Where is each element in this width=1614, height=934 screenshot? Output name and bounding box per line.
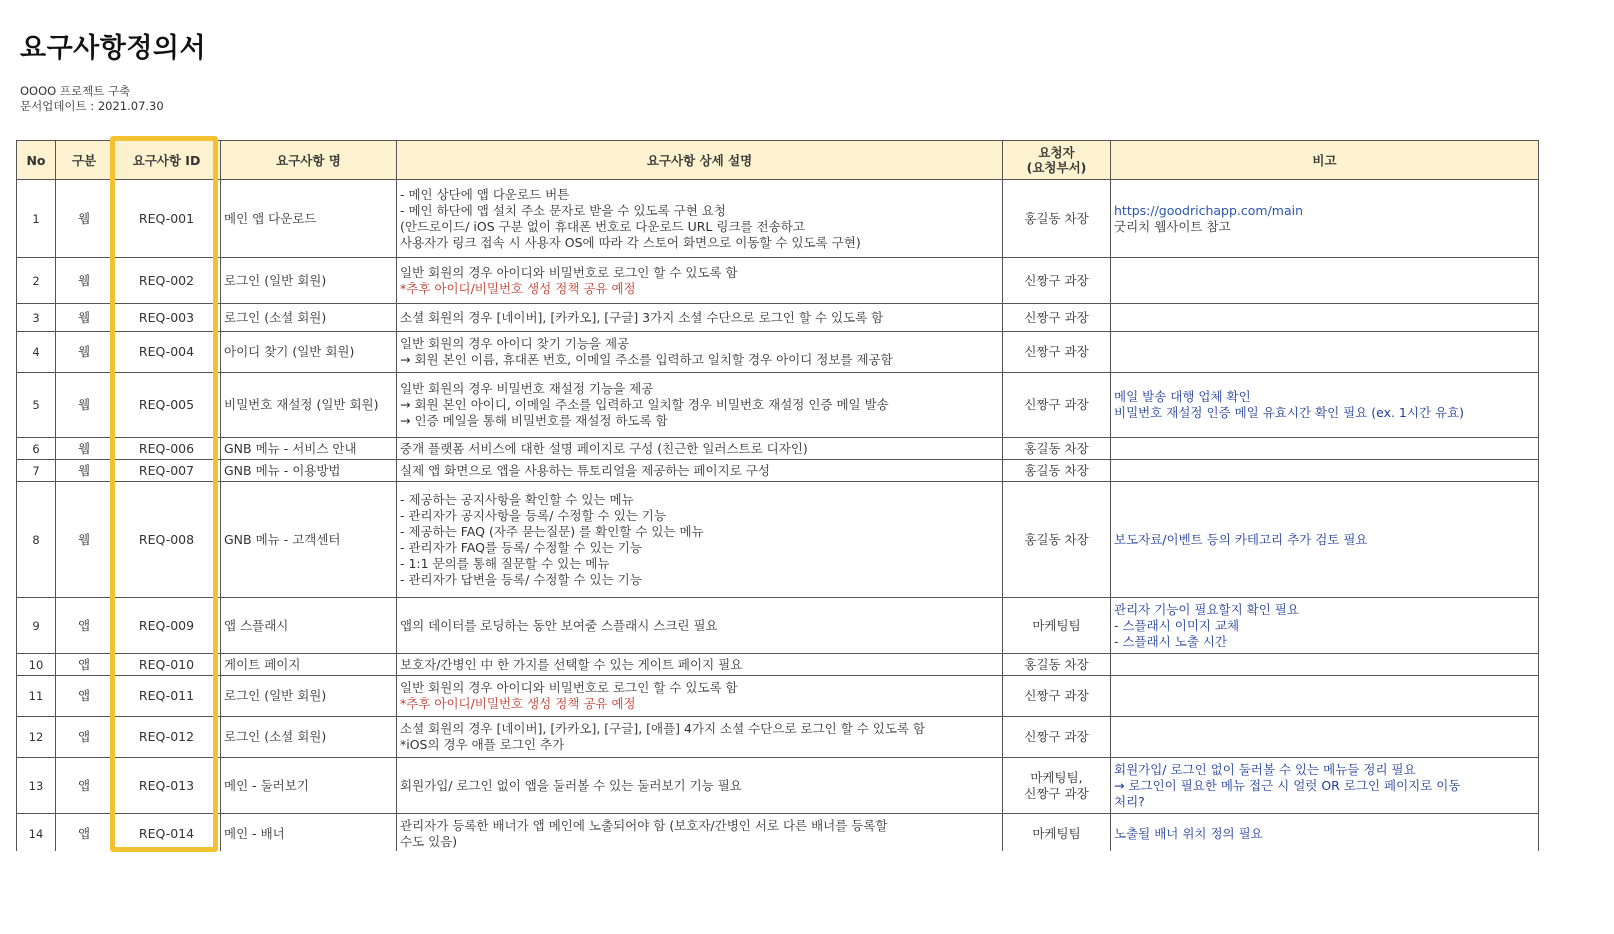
row-req-name: 로그인 (소셜 회원) — [221, 717, 397, 758]
detail-line: 회원가입/ 로그인 없이 앱을 둘러볼 수 있는 둘러보기 기능 필요 — [400, 777, 742, 793]
requester-line: 홍길동 차장 — [1024, 531, 1089, 547]
table-row — [17, 180, 1539, 258]
row-requester — [1003, 676, 1111, 717]
detail-line: - 관리자가 공지사항을 등록/ 수정할 수 있는 기능 — [400, 507, 666, 523]
row-requester — [1003, 438, 1111, 460]
row-note — [1111, 758, 1539, 814]
row-req-name: 로그인 (일반 회원) — [221, 676, 397, 717]
row-category: 웹 — [56, 373, 113, 438]
row-no: 12 — [17, 717, 56, 758]
row-req-name: 비밀번호 재설정 (일반 회원) — [221, 373, 397, 438]
row-category: 웹 — [56, 304, 113, 332]
row-requester — [1003, 654, 1111, 676]
requester-line: 신짱구 과장 — [1024, 397, 1089, 412]
detail-line: 일반 회원의 경우 아이디 찾기 기능을 제공 — [400, 336, 630, 351]
row-note — [1111, 332, 1539, 373]
detail-line: 중개 플랫폼 서비스에 대한 설명 페이지로 구성 (친근한 일러스트로 디자인) — [400, 440, 808, 456]
detail-line: → 회원 본인 아이디, 이메일 주소를 입력하고 일치할 경우 비밀번호 재설정 인증 메일 발송 — [400, 397, 889, 412]
note-link[interactable]: https://goodrichapp.com/main — [1114, 202, 1304, 218]
row-requester — [1003, 598, 1111, 654]
detail-line: 수도 있음) — [400, 833, 458, 849]
row-req-id: REQ-010 — [113, 654, 221, 676]
row-req-id: REQ-009 — [113, 598, 221, 654]
requester-line: 신짱구 과장 — [1024, 272, 1089, 288]
row-note — [1111, 258, 1539, 304]
row-req-detail — [397, 758, 1003, 814]
row-no: 10 — [17, 654, 56, 676]
row-no: 6 — [17, 438, 56, 460]
row-req-name: 로그인 (소셜 회원) — [221, 304, 397, 332]
detail-line: (안드로이드/ iOS 구분 없이 휴대폰 번호로 다운로드 URL 링크를 전송하고 — [400, 218, 805, 234]
row-note — [1111, 373, 1539, 438]
note-line: 관리자 기능이 필요할지 확인 필요 — [1114, 601, 1299, 617]
row-req-detail — [397, 814, 1003, 854]
row-req-id: REQ-003 — [113, 304, 221, 332]
requester-line: 신짱구 과장 — [1024, 688, 1089, 703]
header-req-detail: 요구사항 상세 설명 — [397, 141, 1003, 180]
row-req-id: REQ-008 — [113, 482, 221, 598]
row-no: 8 — [17, 482, 56, 598]
row-category: 앱 — [56, 814, 113, 854]
row-req-id: REQ-006 — [113, 438, 221, 460]
table-row — [17, 676, 1539, 717]
table-row — [17, 598, 1539, 654]
row-category: 웹 — [56, 460, 113, 482]
requester-line: 마케팅팀 — [1032, 825, 1081, 841]
header-no: No — [17, 141, 56, 180]
row-no: 4 — [17, 332, 56, 373]
requester-line: 마케팅팀, — [1030, 769, 1083, 785]
header-category: 구분 — [56, 141, 113, 180]
row-note — [1111, 814, 1539, 854]
requester-line: 홍길동 차장 — [1024, 440, 1089, 456]
row-category: 앱 — [56, 758, 113, 814]
row-req-id: REQ-005 — [113, 373, 221, 438]
row-category: 앱 — [56, 654, 113, 676]
header-req-name: 요구사항 명 — [221, 141, 397, 180]
detail-line: 앱의 데이터를 로딩하는 동안 보여줄 스플래시 스크린 필요 — [400, 617, 718, 633]
detail-line: - 1:1 문의를 통해 질문할 수 있는 메뉴 — [400, 555, 610, 571]
row-req-name: GNB 메뉴 - 서비스 안내 — [221, 438, 397, 460]
detail-line: 관리자가 등록한 배너가 앱 메인에 노출되어야 함 (보호자/간병인 서로 다른 배너를 등록할 — [400, 817, 888, 833]
detail-line: - 제공하는 FAQ (자주 묻는질문) 를 확인할 수 있는 메뉴 — [400, 523, 704, 539]
requester-line: 신짱구 과장 — [1024, 729, 1089, 744]
row-category: 앱 — [56, 676, 113, 717]
detail-line: - 메인 상단에 앱 다운로드 버튼 — [400, 186, 570, 202]
requester-line: 홍길동 차장 — [1024, 656, 1089, 672]
row-requester — [1003, 814, 1111, 854]
row-req-detail — [397, 676, 1003, 717]
row-no: 11 — [17, 676, 56, 717]
row-req-name: 게이트 페이지 — [221, 654, 397, 676]
row-req-name: GNB 메뉴 - 고객센터 — [221, 482, 397, 598]
detail-line: - 관리자가 답변을 등록/ 수정할 수 있는 기능 — [400, 571, 642, 587]
row-req-detail — [397, 460, 1003, 482]
requester-line: 홍길동 차장 — [1024, 210, 1089, 226]
row-req-detail — [397, 438, 1003, 460]
bottom-fade — [0, 851, 1614, 934]
table-row — [17, 332, 1539, 373]
table-row — [17, 460, 1539, 482]
row-category: 웹 — [56, 258, 113, 304]
row-req-name: GNB 메뉴 - 이용방법 — [221, 460, 397, 482]
update-date: 문서업데이트 : 2021.07.30 — [20, 99, 164, 113]
row-note — [1111, 482, 1539, 598]
row-no: 2 — [17, 258, 56, 304]
note-line: 비밀번호 재설정 인증 메일 유효시간 확인 필요 (ex. 1시간 유효) — [1114, 405, 1465, 420]
row-req-id: REQ-002 — [113, 258, 221, 304]
row-category: 웹 — [56, 180, 113, 258]
row-requester — [1003, 332, 1111, 373]
row-req-id: REQ-001 — [113, 180, 221, 258]
requester-line: 신짱구 과장 — [1024, 785, 1089, 801]
detail-line: 보호자/간병인 中 한 가지를 선택할 수 있는 게이트 페이지 필요 — [400, 656, 743, 672]
header-requester — [1003, 141, 1111, 180]
row-no: 7 — [17, 460, 56, 482]
table-row — [17, 654, 1539, 676]
row-note — [1111, 438, 1539, 460]
row-req-detail — [397, 373, 1003, 438]
row-requester — [1003, 758, 1111, 814]
note-line: → 로그인이 필요한 메뉴 접근 시 얼럿 OR 로그인 페이지로 이동 — [1114, 777, 1461, 793]
row-req-name: 앱 스플래시 — [221, 598, 397, 654]
detail-line: → 회원 본인 이름, 휴대폰 번호, 이메일 주소를 입력하고 일치할 경우 아이디 정보를 제공함 — [400, 352, 893, 367]
row-req-name: 메인 앱 다운로드 — [221, 180, 397, 258]
requester-line: 신짱구 과장 — [1024, 344, 1089, 359]
row-req-detail — [397, 332, 1003, 373]
note-line: 메일 발송 대행 업체 확인 — [1114, 389, 1251, 404]
doc-meta — [20, 84, 164, 114]
detail-note-red: *추후 아이디/비밀번호 생성 정책 공유 예정 — [400, 280, 636, 296]
row-no: 14 — [17, 814, 56, 854]
detail-line: - 관리자가 FAQ를 등록/ 수정할 수 있는 기능 — [400, 539, 642, 555]
row-note — [1111, 654, 1539, 676]
table-row — [17, 304, 1539, 332]
table-row — [17, 373, 1539, 438]
detail-line: 일반 회원의 경우 비밀번호 재설정 기능을 제공 — [400, 381, 654, 396]
row-req-detail — [397, 654, 1003, 676]
note-line: 보도자료/이벤트 등의 카테고리 추가 검토 필요 — [1114, 531, 1368, 547]
row-req-name: 메인 - 둘러보기 — [221, 758, 397, 814]
detail-line: 일반 회원의 경우 아이디와 비밀번호로 로그인 할 수 있도록 함 — [400, 680, 738, 695]
detail-line: → 인증 메일을 통해 비밀번호를 재설정 하도록 함 — [400, 413, 668, 428]
row-req-detail — [397, 482, 1003, 598]
row-requester — [1003, 180, 1111, 258]
detail-line: - 제공하는 공지사항을 확인할 수 있는 메뉴 — [400, 491, 634, 507]
note-line: 노출될 배너 위치 정의 필요 — [1114, 825, 1263, 841]
detail-line: 일반 회원의 경우 아이디와 비밀번호로 로그인 할 수 있도록 함 — [400, 264, 738, 280]
row-req-id: REQ-012 — [113, 717, 221, 758]
row-req-id: REQ-004 — [113, 332, 221, 373]
row-no: 13 — [17, 758, 56, 814]
table-row — [17, 258, 1539, 304]
table-header-row — [17, 141, 1539, 180]
row-req-detail — [397, 258, 1003, 304]
table-row — [17, 758, 1539, 814]
header-note: 비고 — [1111, 141, 1539, 180]
row-category: 앱 — [56, 717, 113, 758]
detail-line: - 메인 하단에 앱 설치 주소 문자로 받을 수 있도록 구현 요청 — [400, 202, 726, 218]
table-row — [17, 814, 1539, 854]
row-category: 앱 — [56, 598, 113, 654]
row-note — [1111, 598, 1539, 654]
detail-line: *iOS의 경우 애플 로그인 추가 — [400, 737, 565, 752]
row-requester — [1003, 373, 1111, 438]
row-req-detail — [397, 304, 1003, 332]
row-requester — [1003, 460, 1111, 482]
detail-line: 소셜 회원의 경우 [네이버], [카카오], [구글], [애플] 4가지 소셜 수단으로 로그인 할 수 있도록 함 — [400, 721, 926, 736]
note-line: - 스플래시 이미지 교체 — [1114, 617, 1240, 633]
row-note — [1111, 717, 1539, 758]
note-line: 굿리치 웹사이트 참고 — [1114, 218, 1231, 234]
row-req-name: 메인 - 배너 — [221, 814, 397, 854]
row-category: 웹 — [56, 438, 113, 460]
row-no: 5 — [17, 373, 56, 438]
requirements-table — [16, 140, 1539, 854]
requester-line: 신짱구 과장 — [1024, 309, 1089, 325]
row-note — [1111, 676, 1539, 717]
requester-line: 홍길동 차장 — [1024, 462, 1089, 478]
table-row — [17, 482, 1539, 598]
detail-line: 소셜 회원의 경우 [네이버], [카카오], [구글] 3가지 소셜 수단으로 로그인 할 수 있도록 함 — [400, 309, 884, 325]
row-no: 1 — [17, 180, 56, 258]
row-note — [1111, 304, 1539, 332]
row-note — [1111, 180, 1539, 258]
note-line: 처리? — [1114, 793, 1145, 809]
row-requester — [1003, 482, 1111, 598]
requester-line: 마케팅팀 — [1032, 617, 1081, 633]
detail-note-red: *추후 아이디/비밀번호 생성 정책 공유 예정 — [400, 696, 636, 711]
header-requester-line2: (요청부서) — [1026, 160, 1087, 175]
row-req-name: 아이디 찾기 (일반 회원) — [221, 332, 397, 373]
page-title: 요구사항정의서 — [20, 33, 207, 64]
row-category: 웹 — [56, 332, 113, 373]
row-req-id: REQ-011 — [113, 676, 221, 717]
header-req-id: 요구사항 ID — [113, 141, 221, 180]
row-note — [1111, 460, 1539, 482]
header-requester-line1: 요청자 — [1038, 145, 1075, 160]
row-req-detail — [397, 717, 1003, 758]
table-row — [17, 717, 1539, 758]
note-line: 회원가입/ 로그인 없이 둘러볼 수 있는 메뉴들 정리 필요 — [1114, 761, 1416, 777]
table-row — [17, 438, 1539, 460]
row-req-detail — [397, 598, 1003, 654]
row-category: 웹 — [56, 482, 113, 598]
detail-line: 사용자가 링크 접속 시 사용자 OS에 따라 각 스토어 화면으로 이동할 수 있도록 구현) — [400, 234, 861, 250]
row-no: 9 — [17, 598, 56, 654]
row-req-id: REQ-014 — [113, 814, 221, 854]
row-requester — [1003, 717, 1111, 758]
row-requester — [1003, 304, 1111, 332]
row-requester — [1003, 258, 1111, 304]
row-req-id: REQ-013 — [113, 758, 221, 814]
note-line: - 스플래시 노출 시간 — [1114, 633, 1228, 649]
project-name: OOOO 프로젝트 구축 — [20, 84, 131, 98]
row-no: 3 — [17, 304, 56, 332]
row-req-detail — [397, 180, 1003, 258]
row-req-id: REQ-007 — [113, 460, 221, 482]
row-req-name: 로그인 (일반 회원) — [221, 258, 397, 304]
detail-line: 실제 앱 화면으로 앱을 사용하는 튜토리얼을 제공하는 페이지로 구성 — [400, 462, 770, 478]
